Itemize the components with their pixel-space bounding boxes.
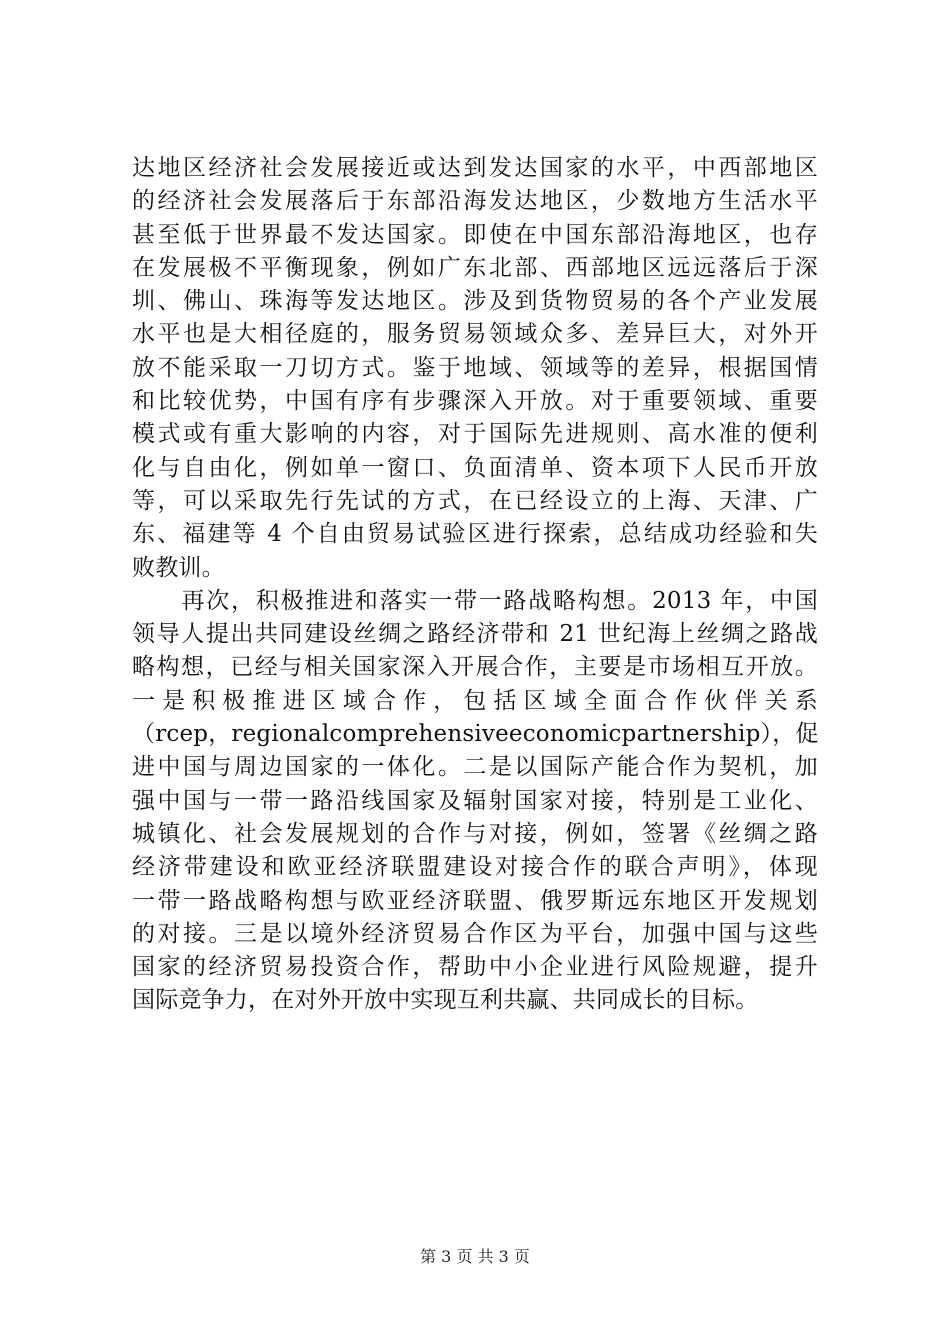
- text-line: 东、福建等 4 个自由贸易试验区进行探索，总结成功经验和失: [132, 521, 818, 548]
- text-line: （rcep，regionalcomprehensiveeconomicpartnership），促: [132, 721, 819, 748]
- text-line: 国际竞争力，在对外开放中实现互利共赢、共同成长的目标。: [132, 987, 759, 1014]
- text-line: 一带一路战略构想与欧亚经济联盟、俄罗斯远东地区开发规划: [132, 887, 818, 914]
- text-line: 水平也是大相径庭的，服务贸易领域众多、差异巨大，对外开: [132, 321, 818, 348]
- text-line: 国家的经济贸易投资合作，帮助中小企业进行风险规避，提升: [132, 954, 818, 981]
- text-line: 再次，积极推进和落实一带一路战略构想。2013 年，中国: [132, 587, 818, 614]
- text-line: 进中国与周边国家的一体化。二是以国际产能合作为契机，加: [132, 754, 818, 781]
- text-line: 败教训。: [132, 554, 225, 581]
- text-line: 略构想，已经与相关国家深入开展合作，主要是市场相互开放。: [132, 654, 818, 681]
- text-line: 强中国与一带一路沿线国家及辐射国家对接，特别是工业化、: [132, 787, 818, 814]
- text-line: 化与自由化，例如单一窗口、负面清单、资本项下人民币开放: [132, 454, 818, 481]
- text-line: 的经济社会发展落后于东部沿海发达地区，少数地方生活水平: [132, 188, 818, 215]
- text-line: 一是积极推进区域合作，包括区域全面合作伙伴关系: [132, 687, 818, 714]
- text-line: 的对接。三是以境外经济贸易合作区为平台，加强中国与这些: [132, 920, 818, 947]
- page-number-footer: 第 3 页 共 3 页: [420, 1247, 530, 1266]
- text-line: 达地区经济社会发展接近或达到发达国家的水平，中西部地区: [132, 155, 818, 181]
- text-line: 领导人提出共同建设丝绸之路经济带和 21 世纪海上丝绸之路战: [132, 621, 818, 648]
- text-line: 经济带建设和欧亚经济联盟建设对接合作的联合声明》，体现: [132, 854, 818, 881]
- text-line: 放不能采取一刀切方式。鉴于地域、领域等的差异，根据国情: [132, 354, 818, 381]
- text-line: 和比较优势，中国有序有步骤深入开放。对于重要领域、重要: [132, 388, 818, 415]
- text-line: 城镇化、社会发展规划的合作与对接，例如，签署《丝绸之路: [132, 820, 818, 847]
- text-line: 在发展极不平衡现象，例如广东北部、西部地区远远落后于深: [132, 254, 818, 281]
- text-line: 等，可以采取先行先试的方式，在已经设立的上海、天津、广: [132, 487, 818, 514]
- text-line: 圳、佛山、珠海等发达地区。涉及到货物贸易的各个产业发展: [132, 288, 818, 315]
- text-line: 模式或有重大影响的内容，对于国际先进规则、高水准的便利: [132, 421, 818, 448]
- text-line: 甚至低于世界最不发达国家。即使在中国东部沿海地区，也存: [132, 221, 818, 248]
- body-text: [132, 152, 818, 1018]
